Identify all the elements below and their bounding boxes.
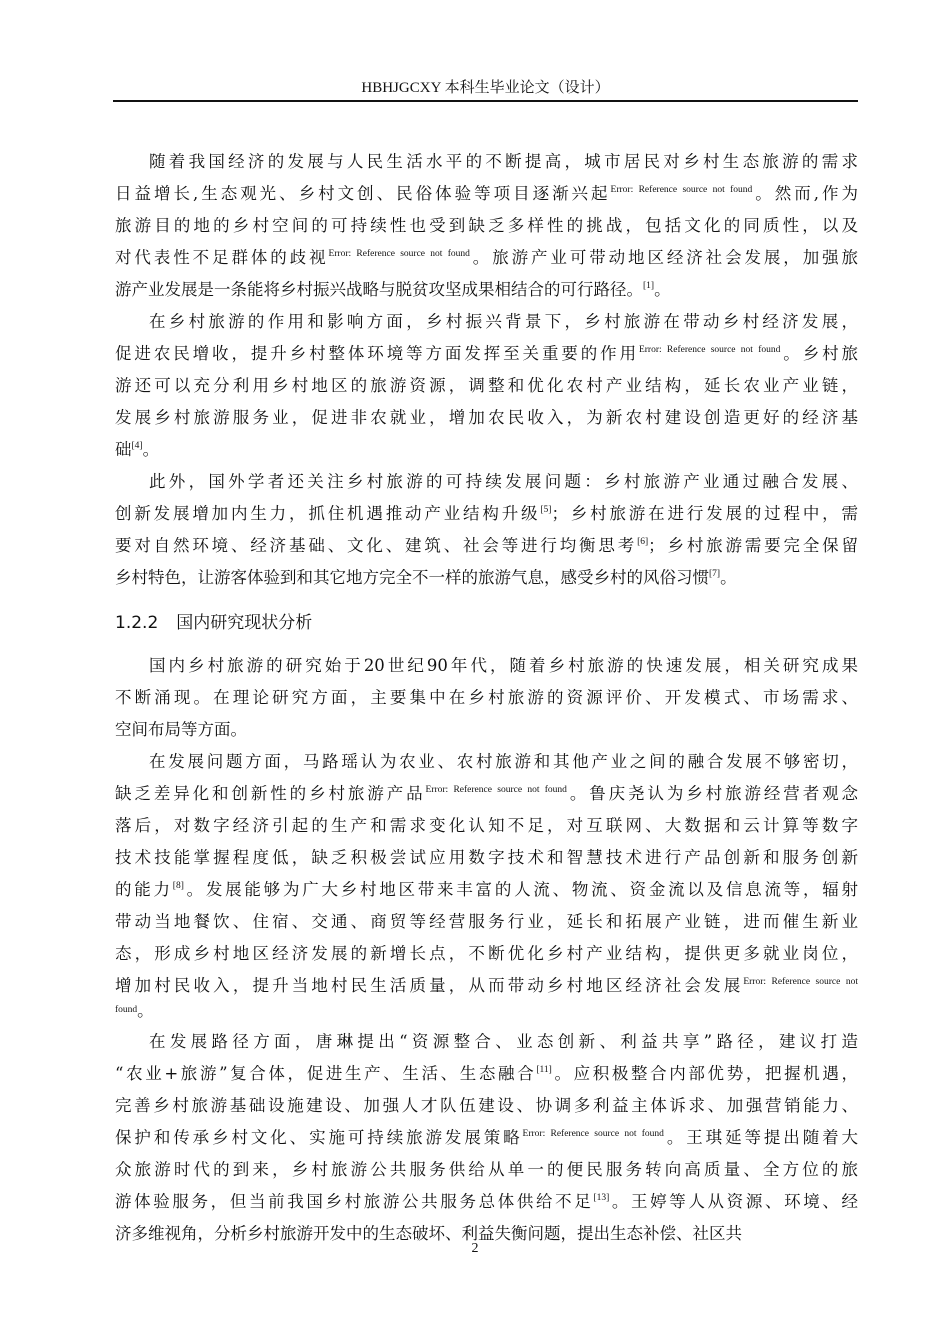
text-line: [115, 530, 858, 562]
line-text: 空间布局等方面。: [115, 720, 247, 739]
line-text: 旅游目的地的乡村空间的可持续性也受到缺乏多样性的挑战，包括文化的同质性，以及: [115, 216, 858, 235]
line-text: 游体验服务，但当前我国乡村旅游公共服务总体供给不足: [115, 1192, 594, 1211]
text-line: [115, 778, 858, 810]
line-text: 。鲁庆尧认为乡村旅游经营者观念: [566, 784, 858, 803]
text-line: [115, 466, 858, 498]
section-number: 1.2.2: [115, 613, 159, 633]
citation-reference: [5]: [540, 505, 552, 515]
line-text: 促进农民增收，提升乡村整体环境等方面发挥至关重要的作用: [115, 344, 639, 363]
line-text: 缺乏差异化和创新性的乡村旅游产品: [115, 784, 426, 803]
line-text: 。: [654, 280, 671, 299]
section-heading: [115, 598, 858, 648]
text-line: [115, 498, 858, 530]
page-header: HBHJGCXY 本科生毕业论文（设计）: [361, 80, 610, 96]
line-text: 。王婷等人从资源、环境、经: [609, 1192, 859, 1211]
line-text: 此外，国外学者还关注乡村旅游的可持续发展问题：乡村旅游产业通过融合发展、: [149, 472, 858, 491]
line-text: 。发展能够为广大乡村地区带来丰富的人流、物流、资金流以及信息流等，辐射: [183, 880, 859, 899]
text-line: [115, 938, 858, 970]
line-text: 创新发展增加内生力，抓住机遇推动产业结构升级: [115, 504, 541, 523]
line-text: 要对自然环境、经济基础、文化、建筑、社会等进行均衡思考: [115, 536, 638, 555]
line-text: 随着我国经济的发展与人民生活水平的不断提高，城市居民对乡村生态旅游的需求: [149, 152, 858, 171]
line-text: ；乡村旅游需要完全保留: [648, 536, 859, 555]
text-line: [115, 810, 858, 842]
line-text: 。乡村旅: [780, 344, 858, 363]
citation-reference: Error: Reference source not found: [328, 249, 470, 259]
text-line: [115, 874, 858, 906]
citation-reference: Error: Reference source not found: [610, 185, 753, 195]
citation-reference: [8]: [172, 881, 184, 891]
paragraphs-before: [115, 146, 858, 594]
line-text: 。然而,作为: [752, 184, 858, 203]
text-line: [115, 210, 858, 242]
line-text: 对代表性不足群体的歧视: [115, 248, 329, 267]
text-line: [115, 682, 858, 714]
paragraph: [115, 650, 858, 746]
document-body: [115, 146, 858, 1250]
line-text: 发展乡村旅游服务业，促进非农就业，增加农民收入，为新农村建设创造更好的经济基: [115, 408, 858, 427]
header-rule: [113, 100, 858, 102]
line-text: 济多维视角，分析乡村旅游开发中的生态破坏、利益失衡问题，提出生态补偿、社区共: [115, 1224, 742, 1243]
text-line: [115, 1058, 858, 1090]
line-text: 保护和传承乡村文化、实施可持续旅游发展策略: [115, 1128, 523, 1147]
text-line: [115, 1026, 858, 1058]
section-title: 国内研究现状分析: [176, 613, 313, 633]
paragraphs-after: [115, 650, 858, 1250]
line-text: 落后，对数字经济引起的生产和需求变化认知不足，对互联网、大数据和云计算等数字: [115, 816, 858, 835]
text-line: [115, 714, 858, 746]
text-line: [115, 146, 858, 178]
paragraph: [115, 146, 858, 306]
line-text: 。旅游产业可带动地区经济社会发展，加强旅: [469, 248, 858, 267]
citation-reference: [6]: [637, 537, 649, 547]
line-text: 。王琪延等提出随着大: [663, 1128, 858, 1147]
line-text: 游产业发展是一条能将乡村振兴战略与脱贫攻坚成果相结合的可行路径。: [115, 280, 643, 299]
line-text: 在发展路径方面，唐琳提出“资源整合、业态创新、利益共享”路径，建议打造: [149, 1032, 858, 1051]
citation-reference: Error: Reference source not found: [638, 345, 781, 355]
line-text: 游还可以充分利用乡村地区的旅游资源，调整和优化农村产业结构，延长农业产业链，: [115, 376, 858, 395]
line-text: 。: [142, 440, 160, 459]
line-text: 国内乡村旅游的研究始于20世纪90年代，随着乡村旅游的快速发展，相关研究成果: [149, 656, 858, 675]
line-text: “农业+旅游”复合体，促进生产、生活、生态融合: [115, 1064, 537, 1083]
line-text: 完善乡村旅游基础设施建设、加强人才队伍建设、协调多利益主体诉求、加强营销能力、: [115, 1096, 858, 1115]
line-text: 在乡村旅游的作用和影响方面，乡村振兴背景下，乡村旅游在带动乡村经济发展，: [149, 312, 858, 331]
text-line: [115, 906, 858, 938]
text-line: [115, 650, 858, 682]
page-number: 2: [471, 1241, 479, 1256]
citation-reference: Error: Reference source not found: [522, 1129, 664, 1139]
text-line: [115, 1090, 858, 1122]
citation-reference: Error: Reference source not: [743, 977, 858, 987]
text-line: [115, 370, 858, 402]
line-text: 础: [115, 440, 132, 459]
line-text: 。应积极整合内部优势，把握机遇，: [551, 1064, 859, 1083]
line-text: 众旅游时代的到来，乡村旅游公共服务供给从单一的便民服务转向高质量、全方位的旅: [115, 1160, 858, 1179]
text-line: [115, 1154, 858, 1186]
citation-reference: [7]: [709, 569, 721, 579]
text-line: [115, 306, 858, 338]
line-text: 日益增长,生态观光、乡村文创、民俗体验等项目逐渐兴起: [115, 184, 611, 203]
paragraph: [115, 1026, 858, 1250]
text-line: [115, 178, 858, 210]
line-text: ；乡村旅游在进行发展的过程中，需: [551, 504, 859, 523]
text-line: [115, 746, 858, 778]
line-text: 在发展问题方面，马路瑶认为农业、农村旅游和其他产业之间的融合发展不够密切，: [149, 752, 858, 771]
text-line: [115, 402, 858, 434]
paragraph: [115, 746, 858, 1026]
line-text: 。: [720, 568, 737, 587]
citation-reference: [13]: [593, 1193, 610, 1203]
citation-reference: [1]: [643, 281, 655, 291]
line-text: 技术技能掌握程度低，缺乏积极尝试应用数字技术和智慧技术进行产品创新和服务创新: [115, 848, 858, 867]
text-line: [115, 338, 858, 370]
text-line: [115, 242, 858, 274]
line-text: 的能力: [115, 880, 173, 899]
text-line: [115, 1186, 858, 1218]
text-line: [115, 274, 858, 306]
paragraph: [115, 306, 858, 466]
line-text: 带动当地餐饮、住宿、交通、商贸等经营服务行业，延长和拓展产业链，进而催生新业: [115, 912, 858, 931]
text-line: [115, 1002, 858, 1026]
text-line: [115, 970, 858, 1002]
paragraph: [115, 466, 858, 594]
line-text: 。: [137, 1001, 154, 1020]
text-line: [115, 1122, 858, 1154]
line-text: 乡村特色，让游客体验到和其它地方完全不一样的旅游气息，感受乡村的风俗习惯: [115, 568, 709, 587]
citation-reference: Error: Reference source not found: [425, 785, 567, 795]
text-line: [115, 434, 858, 466]
citation-reference: [4]: [131, 441, 143, 451]
line-text: 态，形成乡村地区经济发展的新增长点，不断优化乡村产业结构，提供更多就业岗位，: [115, 944, 858, 963]
text-line: [115, 842, 858, 874]
citation-reference: [11]: [536, 1065, 552, 1075]
text-line: [115, 562, 858, 594]
line-text: 增加村民收入，提升当地村民生活质量，从而带动乡村地区经济社会发展: [115, 976, 744, 995]
citation-reference: found: [115, 1005, 138, 1015]
line-text: 不断涌现。在理论研究方面，主要集中在乡村旅游的资源评价、开发模式、市场需求、: [115, 688, 858, 707]
